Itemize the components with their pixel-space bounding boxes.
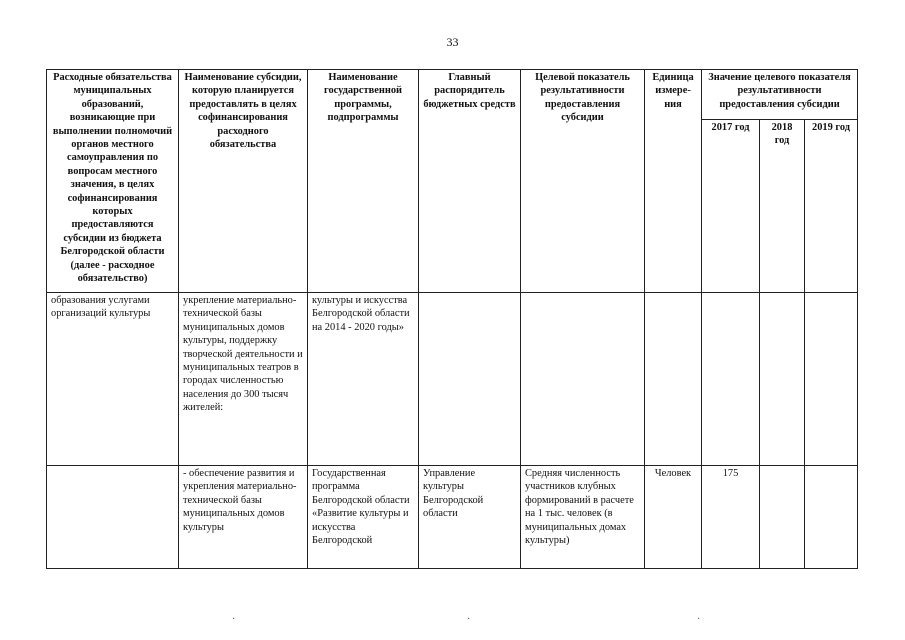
- header-year-2018: 2018 год: [760, 120, 805, 293]
- page-number: 33: [446, 35, 459, 49]
- table-cell: 175: [702, 466, 760, 569]
- header-budget-manager: Главный распорядитель бюджетных средств: [419, 70, 521, 293]
- table-cell: [760, 293, 805, 466]
- table-cell: Человек: [645, 466, 702, 569]
- table-cell: укрепление материально-технической базы муниципальных домов культуры, поддержку творческой деятельности и муниципальных театров в городах численностью населения до 300 тысяч жителей:: [179, 293, 308, 466]
- table-cell: [521, 293, 645, 466]
- table-cell: [702, 293, 760, 466]
- table-cell: [805, 293, 858, 466]
- table-cell: Управление культуры Белгородской области: [419, 466, 521, 569]
- header-year-2017: 2017 год: [702, 120, 760, 293]
- header-indicator-value: Значение целевого показателя результативности предоставления субсидии: [702, 70, 858, 120]
- scan-speck: ·: [467, 614, 471, 625]
- table-cell: [645, 293, 702, 466]
- header-row: [47, 70, 858, 120]
- table-cell: [419, 293, 521, 466]
- table-cell: [47, 466, 179, 569]
- table-row: [47, 466, 858, 569]
- table-cell: [805, 466, 858, 569]
- header-target-indicator: Целевой показатель результативности предоставления субсидии: [521, 70, 645, 293]
- table-cell: образования услугами организаций культуры: [47, 293, 179, 466]
- header-subsidy-name: Наименование субсидии, которую планируется предоставлять в целях софинансирования расходного обязательства: [179, 70, 308, 293]
- header-unit: Единица измере-ния: [645, 70, 702, 293]
- scan-speck: ·: [232, 614, 236, 625]
- table-cell: Средняя численность участников клубных формирований в расчете на 1 тыс. человек (в муниципальных домах культуры): [521, 466, 645, 569]
- table-cell: [760, 466, 805, 569]
- table-cell: Государственная программа Белгородской области «Развитие культуры и искусства Белгородской: [308, 466, 419, 569]
- subsidy-table: [46, 69, 858, 569]
- table-row: [47, 293, 858, 466]
- scan-speck: ·: [697, 614, 701, 625]
- header-expense-obligations: Расходные обязательства муниципальных образований, возникающие при выполнении полномочий органов местного самоуправления по вопросам местного значения, в целях софинансирования которых предоставляются субсидии из бюджета Белгородской области (далее - расходное обязательство): [47, 70, 179, 293]
- header-program-name: Наименование государственной программы, подпрограммы: [308, 70, 419, 293]
- header-year-2019: 2019 год: [805, 120, 858, 293]
- table-cell: - обеспечение развития и укрепления материально-технической базы муниципальных домов культуры: [179, 466, 308, 569]
- table-cell: культуры и искусства Белгородской области на 2014 - 2020 годы»: [308, 293, 419, 466]
